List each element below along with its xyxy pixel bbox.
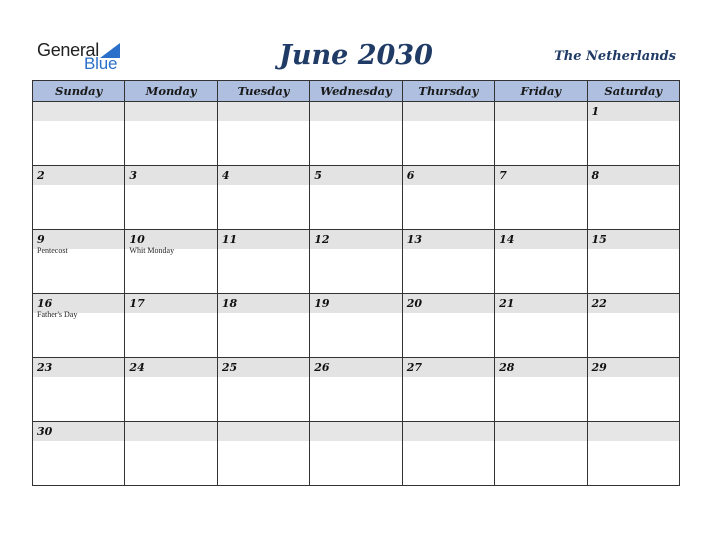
- day-cell: [33, 294, 125, 358]
- day-cell: [217, 166, 309, 230]
- day-cell: [33, 422, 125, 486]
- day-cell: [125, 422, 217, 486]
- day-number: 15: [588, 230, 679, 249]
- day-number: [33, 102, 124, 121]
- day-number: 19: [310, 294, 401, 313]
- day-number: 17: [125, 294, 216, 313]
- day-number: 9: [33, 230, 124, 249]
- day-number: [495, 422, 586, 441]
- day-number: 8: [588, 166, 679, 185]
- day-cell: [217, 102, 309, 166]
- day-number: 3: [125, 166, 216, 185]
- day-cell: [33, 230, 125, 294]
- day-number: [125, 422, 216, 441]
- day-number: [495, 102, 586, 121]
- country-label: The Netherlands: [554, 49, 676, 64]
- day-cell: [125, 358, 217, 422]
- day-cell: [310, 230, 402, 294]
- day-cell: [33, 166, 125, 230]
- weekday-monday: Monday: [125, 81, 217, 102]
- day-cell: [125, 230, 217, 294]
- day-cell: [310, 294, 402, 358]
- day-number: 26: [310, 358, 401, 377]
- day-number: 2: [33, 166, 124, 185]
- holiday-label: Whit Monday: [129, 246, 175, 255]
- day-cell: [310, 166, 402, 230]
- day-number: 25: [218, 358, 309, 377]
- day-cell: [402, 230, 494, 294]
- holiday-label: Pentecost: [37, 246, 68, 255]
- day-cell: [587, 422, 679, 486]
- day-cell: [125, 294, 217, 358]
- day-cell: [587, 294, 679, 358]
- day-number: 7: [495, 166, 586, 185]
- day-number: 20: [403, 294, 494, 313]
- day-number: [310, 422, 401, 441]
- month-calendar: [32, 80, 680, 486]
- day-number: 5: [310, 166, 401, 185]
- day-number: 1: [588, 102, 679, 121]
- day-cell: [402, 166, 494, 230]
- day-number: [125, 102, 216, 121]
- day-cell: [402, 102, 494, 166]
- day-number: 16: [33, 294, 124, 313]
- day-cell: [495, 294, 587, 358]
- day-cell: [217, 294, 309, 358]
- day-cell: [125, 166, 217, 230]
- day-cell: [402, 422, 494, 486]
- day-cell: [33, 358, 125, 422]
- day-number: 21: [495, 294, 586, 313]
- week-row: [33, 230, 680, 294]
- weekday-header-row: [33, 81, 680, 102]
- day-number: 4: [218, 166, 309, 185]
- day-cell: [587, 102, 679, 166]
- day-number: 6: [403, 166, 494, 185]
- day-cell: [310, 422, 402, 486]
- weekday-saturday: Saturday: [587, 81, 679, 102]
- day-cell: [495, 230, 587, 294]
- day-number: 13: [403, 230, 494, 249]
- holiday-label: Father's Day: [37, 310, 78, 319]
- day-number: [403, 422, 494, 441]
- day-cell: [587, 230, 679, 294]
- day-number: [403, 102, 494, 121]
- day-cell: [402, 294, 494, 358]
- weekday-tuesday: Tuesday: [217, 81, 309, 102]
- logo-word-blue: Blue: [84, 54, 118, 73]
- day-number: 28: [495, 358, 586, 377]
- day-number: 12: [310, 230, 401, 249]
- day-number: 10: [125, 230, 216, 249]
- week-row: [33, 358, 680, 422]
- day-number: [218, 422, 309, 441]
- day-cell: [402, 358, 494, 422]
- week-row: [33, 166, 680, 230]
- day-cell: [217, 422, 309, 486]
- day-number: 27: [403, 358, 494, 377]
- day-cell: [33, 102, 125, 166]
- week-row: [33, 294, 680, 358]
- week-row: [33, 102, 680, 166]
- day-number: 18: [218, 294, 309, 313]
- weekday-thursday: Thursday: [402, 81, 494, 102]
- day-cell: [125, 102, 217, 166]
- weekday-friday: Friday: [495, 81, 587, 102]
- day-number: 22: [588, 294, 679, 313]
- day-number: 14: [495, 230, 586, 249]
- day-cell: [217, 230, 309, 294]
- day-number: 11: [218, 230, 309, 249]
- day-number: 30: [33, 422, 124, 441]
- week-row: [33, 422, 680, 486]
- day-number: [218, 102, 309, 121]
- day-cell: [310, 358, 402, 422]
- day-cell: [587, 358, 679, 422]
- weekday-sunday: Sunday: [33, 81, 125, 102]
- day-cell: [495, 358, 587, 422]
- day-cell: [495, 102, 587, 166]
- calendar-title: June 2030: [279, 40, 433, 71]
- day-number: 29: [588, 358, 679, 377]
- day-cell: [495, 166, 587, 230]
- day-cell: [587, 166, 679, 230]
- day-cell: [217, 358, 309, 422]
- logo-word-general: General: [37, 40, 99, 60]
- day-cell: [495, 422, 587, 486]
- day-number: [310, 102, 401, 121]
- day-cell: [310, 102, 402, 166]
- day-number: 24: [125, 358, 216, 377]
- day-number: 23: [33, 358, 124, 377]
- day-number: [588, 422, 679, 441]
- weekday-wednesday: Wednesday: [310, 81, 402, 102]
